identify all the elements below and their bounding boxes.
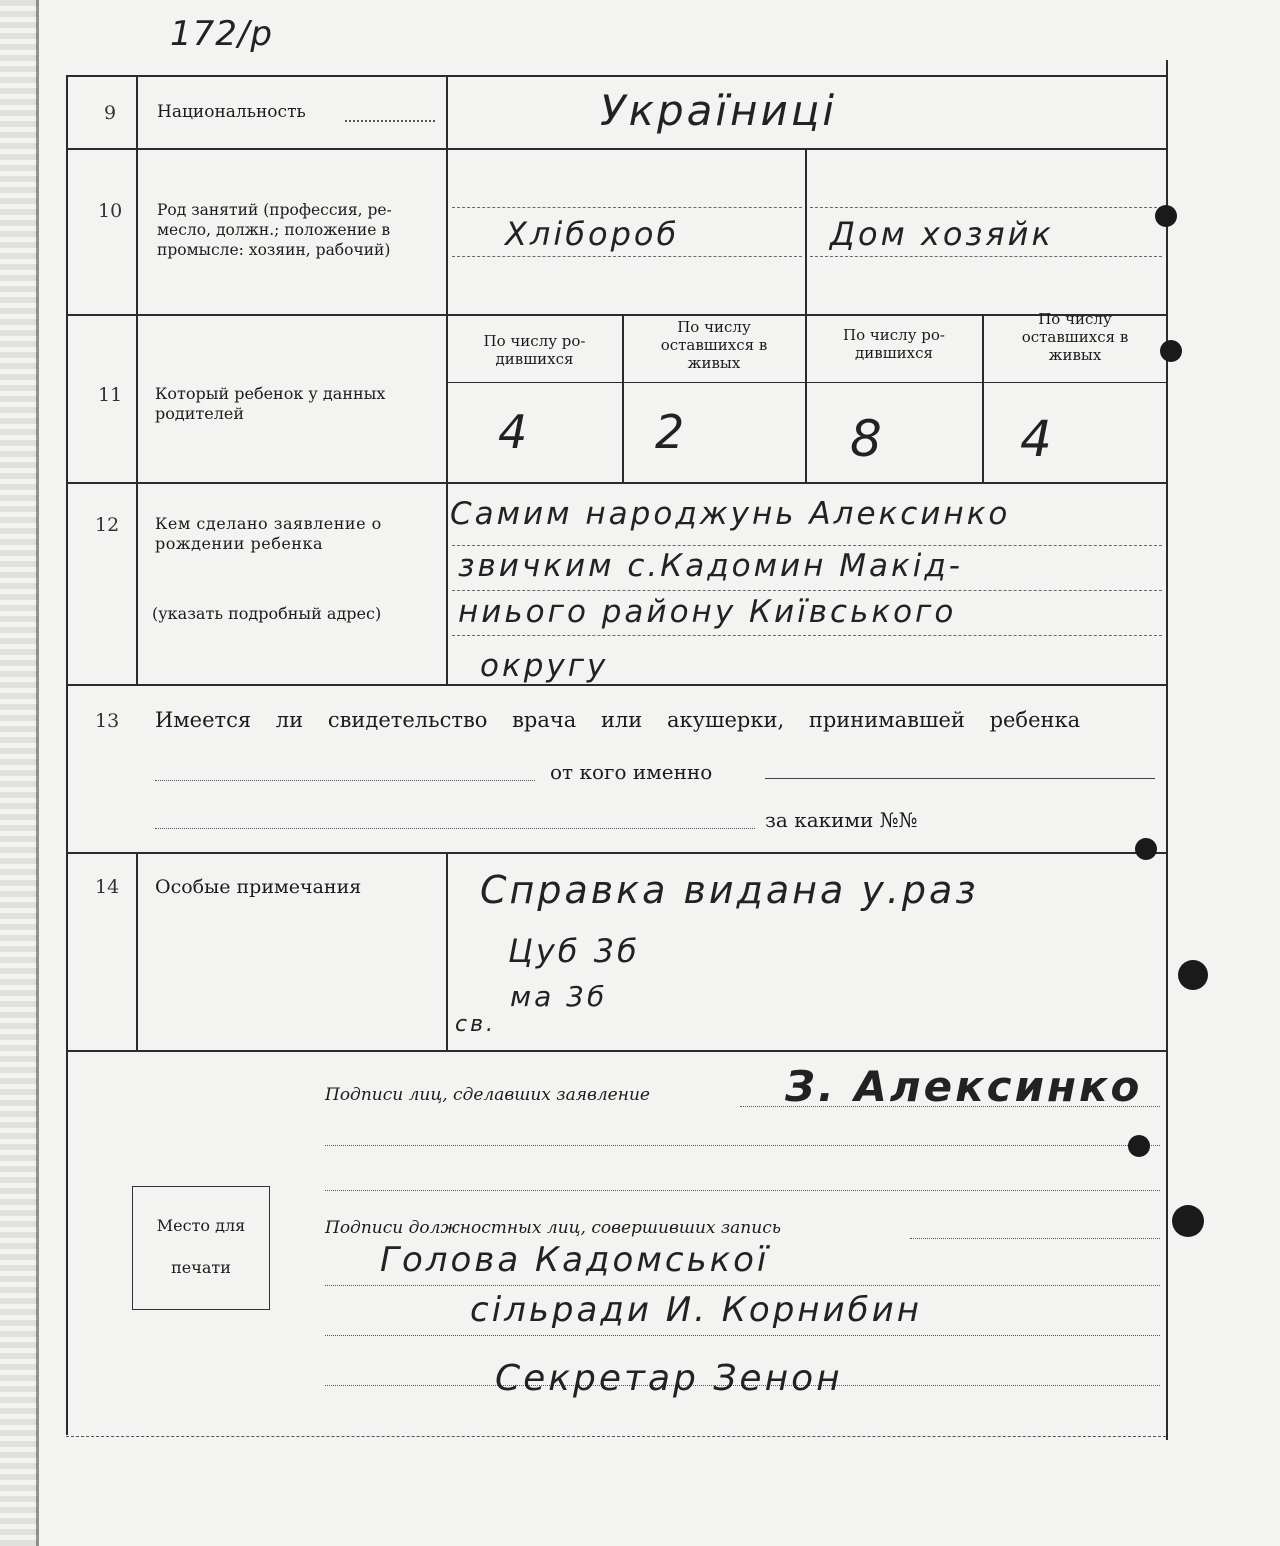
label-col-line <box>446 75 448 685</box>
official-signature-2: сільради И. Корнибин <box>470 1290 922 1330</box>
row11-label-line2: родителей <box>155 404 245 423</box>
frame-left <box>66 75 68 1435</box>
row11-value3: 8 <box>850 410 885 468</box>
sig-dots-3 <box>325 1285 1160 1286</box>
punch-hole <box>1155 205 1177 227</box>
row12-label <box>155 514 382 554</box>
sep-13-14 <box>66 852 1166 854</box>
row12-line-a <box>452 545 1162 546</box>
punch-hole <box>1172 1205 1204 1237</box>
row10-number: 10 <box>98 200 123 222</box>
row12-number: 12 <box>95 514 120 536</box>
row12-value-line1: Самим народжунь Алексинко <box>450 496 1011 532</box>
row9-number: 9 <box>104 102 117 124</box>
row10-label-line1: Род занятий (профессия, ре- <box>157 201 392 219</box>
row10-split <box>805 148 807 314</box>
row11-col-b <box>805 314 807 482</box>
frame-top <box>66 75 1168 77</box>
row13-from-whom: от кого именно <box>550 760 713 784</box>
punch-hole <box>1178 960 1208 990</box>
sig-dots-2 <box>325 1190 1160 1191</box>
row9-value: Україниці <box>600 86 838 135</box>
row10-line-b <box>452 256 802 257</box>
row9-label: Национальность <box>157 102 306 122</box>
row13-number: 13 <box>95 710 120 732</box>
row11-value4: 4 <box>1020 410 1055 468</box>
seal-caption-line2: печати <box>171 1258 231 1277</box>
officials-dots <box>910 1238 1160 1239</box>
row11-label <box>155 384 385 424</box>
row11-value1: 4 <box>498 405 531 459</box>
seal-caption <box>132 1215 270 1279</box>
row11-col1-head: По числу ро- дившихся <box>483 332 586 368</box>
row12-value-line3: ниього району Київського <box>458 594 957 630</box>
row10-value-left: Хлібороб <box>505 215 680 253</box>
sep-11-12 <box>66 482 1166 484</box>
sig-dots-1 <box>325 1145 1160 1146</box>
row10-label <box>157 200 392 260</box>
row11-col4-head: По числу оставшихся в живых <box>1021 310 1129 364</box>
row13-dots-c <box>155 828 755 829</box>
officials-label: Подписи должностных лиц, совершивших запись <box>325 1218 781 1238</box>
official-signature-1: Голова Кадомської <box>380 1240 770 1280</box>
row14-note-line4: св. <box>455 1012 497 1037</box>
row11-number: 11 <box>98 384 123 406</box>
row13-text: Имеется ли свидетельство врача или акушерки, принимавшей ребенка <box>155 708 1081 732</box>
row10-line-d <box>810 256 1162 257</box>
row11-col3-head: По числу ро- дившихся <box>842 326 946 362</box>
row14-note-line1: Справка видана у.раз <box>480 868 979 912</box>
row12-label-address: (указать подробный адрес) <box>152 604 382 623</box>
row12-value-line4: округу <box>480 648 609 684</box>
row10-line-c <box>810 207 1162 208</box>
row12-line-b <box>452 590 1162 591</box>
num-col-line-2 <box>136 852 138 1050</box>
punch-hole <box>1128 1135 1150 1157</box>
row14-note-line3: ма 3б <box>510 980 608 1013</box>
row11-col-c <box>982 314 984 482</box>
seal-caption-line1: Место для <box>156 1216 246 1235</box>
row12-line-c <box>452 635 1162 636</box>
punch-hole <box>1135 838 1157 860</box>
frame-bottom <box>66 1436 1166 1439</box>
row13-dots-a <box>155 780 535 781</box>
header-mark: 172/р <box>170 14 273 54</box>
num-col-line <box>136 75 138 685</box>
applicants-label: Подписи лиц, сделавших заявление <box>325 1085 650 1105</box>
row13-which-numbers: за какими №№ <box>765 808 918 832</box>
official-signature-3: Секретар Зенон <box>495 1358 843 1399</box>
row11-label-line1: Который ребенок у данных <box>155 384 386 403</box>
row12-label-line2: рождении ребенка <box>155 534 324 553</box>
row14-note-line2: Цуб 3б <box>508 932 640 970</box>
sep-9-10 <box>66 148 1166 150</box>
row11-col-a <box>622 314 624 482</box>
row10-label-line2: месло, должн.; положение в <box>157 221 391 239</box>
row11-col2-head: По числу оставшихся в живых <box>660 318 768 372</box>
row11-value2: 2 <box>655 405 688 459</box>
row9-dots <box>345 120 435 122</box>
row12-label-line1: Кем сделано заявление о <box>155 514 382 533</box>
binding-line <box>36 0 39 1546</box>
frame-right <box>1166 60 1168 1440</box>
row14-number: 14 <box>95 876 120 898</box>
row14-label: Особые примечания <box>155 876 362 898</box>
binding-edge <box>0 0 38 1546</box>
sig-dots-4 <box>325 1335 1160 1336</box>
label-col-line-2 <box>446 852 448 1050</box>
sep-14-sig <box>66 1050 1166 1052</box>
row10-line-a <box>452 207 802 208</box>
row12-value-line2: звичким с.Кадомин Макід- <box>458 548 963 584</box>
applicants-signature: З. Алексинко <box>785 1062 1143 1111</box>
row10-value-right: Дом хозяйк <box>830 215 1054 253</box>
row13-line-b <box>765 778 1155 779</box>
row10-label-line3: промысле: хозяин, рабочий) <box>157 241 391 259</box>
sep-12-13 <box>66 684 1166 686</box>
punch-hole <box>1160 340 1182 362</box>
row11-subhead-line <box>446 382 1166 383</box>
